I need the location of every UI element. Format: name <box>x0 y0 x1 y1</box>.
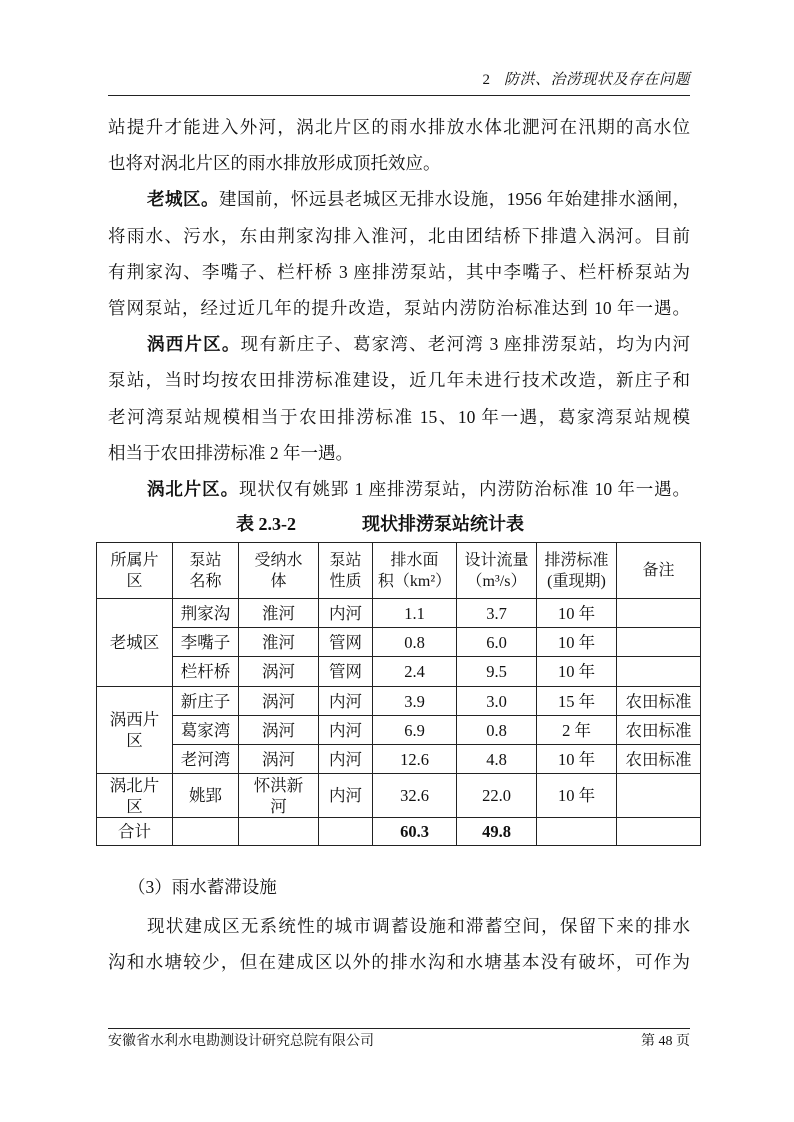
paragraph-lead: 涡北片区。 <box>147 478 239 499</box>
receiving-water-cell: 涡河 <box>239 716 319 745</box>
drainage-area-cell: 2.4 <box>373 657 457 687</box>
table-row <box>97 657 701 687</box>
drainage-area-cell: 12.6 <box>373 745 457 774</box>
district-cell: 涡西片 区 <box>97 687 173 774</box>
design-flow-cell: 9.5 <box>457 657 537 687</box>
empty-cell <box>239 818 319 846</box>
col-header-district: 所属片 区 <box>97 543 173 599</box>
paragraph-line: 站提升才能进入外河，涡北片区的雨水排放水体北淝河在汛期的高水位 <box>108 117 690 137</box>
table-row <box>97 774 701 818</box>
station-type-cell: 内河 <box>319 716 373 745</box>
paragraph-line: 老河湾泵站规模相当于农田排涝标准 15、10 年一遇，葛家湾泵站规模 <box>108 406 690 427</box>
paragraph-line: 将雨水、污水，东由荆家沟排入淮河，北由团结桥下排遣入涡河。目前 <box>108 225 690 246</box>
paragraph-line: 有荆家沟、李嘴子、栏杆桥 3 座排涝泵站，其中李嘴子、栏杆桥泵站为 <box>108 261 690 282</box>
empty-cell <box>617 818 701 846</box>
header-rule <box>108 95 690 96</box>
station-name-cell: 老河湾 <box>173 745 239 774</box>
drainage-standard-cell: 10 年 <box>537 774 617 818</box>
station-type-cell: 内河 <box>319 774 373 818</box>
paragraph-line: 管网泵站，经过近几年的提升改造，泵站内涝防治标准达到 10 年一遇。 <box>108 297 690 318</box>
drainage-area-cell: 32.6 <box>373 774 457 818</box>
receiving-water-cell: 涡河 <box>239 657 319 687</box>
station-type-cell: 管网 <box>319 628 373 657</box>
paragraph-line: 泵站，当时均按农田排涝标准建设，近几年未进行技术改造，新庄子和 <box>108 370 690 391</box>
total-label-cell: 合计 <box>97 818 173 846</box>
paragraph-text: 现状仅有姚郢 1 座排涝泵站，内涝防治标准 10 年一遇。 <box>238 478 690 499</box>
table-caption-title: 现状排涝泵站统计表 <box>362 514 524 534</box>
drainage-area-cell: 1.1 <box>373 599 457 628</box>
section-line: 现状建成区无系统性的城市调蓄设施和滞蓄空间，保留下来的排水 <box>147 916 690 936</box>
chapter-title: 防洪、治涝现状及存在问题 <box>503 72 690 88</box>
empty-cell <box>537 818 617 846</box>
table-row <box>97 599 701 628</box>
paragraph-line: 相当于农田排涝标准 2 年一遇。 <box>108 442 353 463</box>
remark-cell <box>617 599 701 628</box>
drainage-standard-cell: 10 年 <box>537 657 617 687</box>
design-flow-cell: 6.0 <box>457 628 537 657</box>
remark-cell <box>617 628 701 657</box>
station-name-cell: 姚郢 <box>173 774 239 818</box>
station-name-cell: 葛家湾 <box>173 716 239 745</box>
empty-cell <box>173 818 239 846</box>
district-cell: 老城区 <box>97 599 173 687</box>
remark-cell <box>617 657 701 687</box>
body-text <box>108 109 690 507</box>
receiving-water-cell: 淮河 <box>239 599 319 628</box>
running-header <box>482 70 690 90</box>
receiving-water-cell: 涡河 <box>239 687 319 716</box>
station-type-cell: 内河 <box>319 599 373 628</box>
station-name-cell: 新庄子 <box>173 687 239 716</box>
page-number: 第 48 页 <box>641 1034 690 1049</box>
district-cell: 涡北片 区 <box>97 774 173 818</box>
empty-cell <box>319 818 373 846</box>
table-row <box>97 745 701 774</box>
station-type-cell: 内河 <box>319 687 373 716</box>
remark-cell: 农田标准 <box>617 745 701 774</box>
design-flow-cell: 0.8 <box>457 716 537 745</box>
footer-rule <box>108 1028 690 1029</box>
paragraph-line <box>108 181 690 217</box>
pump-station-table <box>96 542 701 846</box>
drainage-standard-cell: 15 年 <box>537 687 617 716</box>
station-name-cell: 栏杆桥 <box>173 657 239 687</box>
station-name-cell: 李嘴子 <box>173 628 239 657</box>
table-caption <box>236 512 524 536</box>
design-flow-cell: 3.7 <box>457 599 537 628</box>
section-line: 沟和水塘较少，但在建成区以外的排水沟和水塘基本没有破坏，可作为 <box>108 952 690 972</box>
drainage-area-cell: 6.9 <box>373 716 457 745</box>
drainage-standard-cell: 10 年 <box>537 628 617 657</box>
table-caption-number: 表 2.3-2 <box>236 514 296 534</box>
table-row <box>97 687 701 716</box>
paragraph-line: 也将对涡北片区的雨水排放形成顶托效应。 <box>108 153 441 174</box>
remark-cell <box>617 774 701 818</box>
design-flow-cell: 22.0 <box>457 774 537 818</box>
col-header-station: 泵站 名称 <box>173 543 239 599</box>
table-row <box>97 716 701 745</box>
station-type-cell: 管网 <box>319 657 373 687</box>
paragraph-line <box>108 326 690 362</box>
receiving-water-cell: 涡河 <box>239 745 319 774</box>
section-body <box>108 908 690 980</box>
remark-cell: 农田标准 <box>617 687 701 716</box>
col-header-design-flow: 设计流量 （m³/s） <box>457 543 537 599</box>
table-row <box>97 628 701 657</box>
station-type-cell: 内河 <box>319 745 373 774</box>
drainage-standard-cell: 2 年 <box>537 716 617 745</box>
drainage-area-cell: 3.9 <box>373 687 457 716</box>
paragraph-text: 现有新庄子、葛家湾、老河湾 3 座排涝泵站，均为内河 <box>240 334 690 355</box>
drainage-standard-cell: 10 年 <box>537 599 617 628</box>
paragraph-line <box>108 471 690 507</box>
design-flow-cell: 3.0 <box>457 687 537 716</box>
paragraph-lead: 涡西片区。 <box>147 334 241 355</box>
col-header-drainage-area: 排水面 积（km²） <box>373 543 457 599</box>
total-row <box>97 818 701 846</box>
remark-cell: 农田标准 <box>617 716 701 745</box>
total-design-flow-cell: 49.8 <box>457 818 537 846</box>
table-header-row <box>97 543 701 599</box>
receiving-water-cell: 怀洪新 河 <box>239 774 319 818</box>
receiving-water-cell: 淮河 <box>239 628 319 657</box>
drainage-area-cell: 0.8 <box>373 628 457 657</box>
section-heading: （3）雨水蓄滞设施 <box>128 877 277 897</box>
col-header-station-type: 泵站 性质 <box>319 543 373 599</box>
col-header-drainage-standard: 排涝标准 (重现期) <box>537 543 617 599</box>
footer-organization: 安徽省水利水电勘测设计研究总院有限公司 <box>108 1034 374 1049</box>
paragraph-lead: 老城区。 <box>147 189 219 210</box>
col-header-remark: 备注 <box>617 543 701 599</box>
paragraph-text: 建国前，怀远县老城区无排水设施，1956 年始建排水涵闸， <box>218 189 690 210</box>
station-name-cell: 荆家沟 <box>173 599 239 628</box>
col-header-receiving-water: 受纳水 体 <box>239 543 319 599</box>
total-drainage-area-cell: 60.3 <box>373 818 457 846</box>
design-flow-cell: 4.8 <box>457 745 537 774</box>
chapter-number: 2 <box>482 72 490 88</box>
drainage-standard-cell: 10 年 <box>537 745 617 774</box>
